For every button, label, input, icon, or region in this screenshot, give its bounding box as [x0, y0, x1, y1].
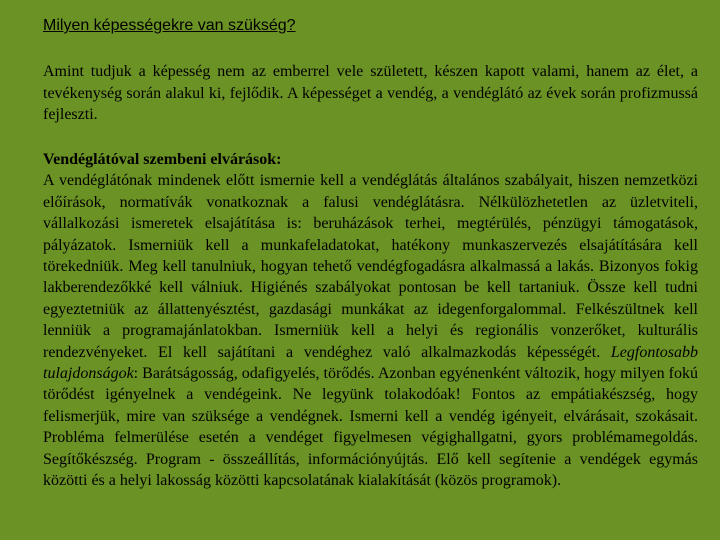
body-text-part1: A vendéglátónak mindenek előtt ismernie kell a vendéglátás általános szabályait, hiszen nemzetközi előírások, normatívák vonatkoznak a falusi vendéglátásra. Nélkülözhetetlen az üzletviteli, vállalkozási ismeretek elsajátítása is: beruházások terhei, megtérülés, pénzügyi támogatások, pályázatok. Ismerniük kell a munkafeladatokat, hatékony munkaszervezés elsajátítására kell törekedniük. Meg kell tanulniuk, hogyan tehető vendégfogadásra alkalmassá a lakás. Bizonyos fokig lakberendezőkké kell válniuk. Higiénés szabályokat pontosan be kell tartaniuk. Össze kell tudni egyeztetniük az állattenyésztést, gazdasági munkákat az idegenforgalommal. Felkészültnek kell lenniük a programajánlatokban. Ismerniük kell a helyi és regionális vonzerőket, kulturális rendezvényeket. El kell sajátítani a vendéghez való alkalmazkodás képességét. [43, 172, 698, 361]
body-text-part2: : Barátságosság, odafigyelés, törődés. Azonban egyénenként változik, hogy milyen fokú törődést igényelnek a vendégeink. Ne legyünk tolakodóak! Fontos az empátiakészség, hogy felismerjük, mire van szüksége a vendégnek. Ismerni kell a vendég igényeit, elvárásait, szokásait. Probléma felmerülése esetén a vendéget figyelmesen végighallgatni, gyors problémamegoldás. Segítőkészség. Program - összeállítás, információnyújtás. Elő kell segítenie a vendégek egymás közötti és a helyi lakosság közötti kapcsolatának kialakítását (közös programok). [43, 365, 698, 490]
intro-paragraph: Amint tudjuk a képesség nem az emberrel vele született, készen kapott valami, hanem az élet, a tevékenység során alakul ki, fejlődik. A képességet a vendég, a vendéglátó az évek során profizmussá fejleszti. [43, 63, 698, 123]
expectations-paragraph [43, 149, 698, 492]
section-title: Vendéglátóval szembeni elvárások: [43, 151, 282, 168]
body-emphasis: Legfontosabb tulajdonságok [43, 343, 698, 383]
slide-title: Milyen képességekre van szükség? [43, 17, 296, 34]
